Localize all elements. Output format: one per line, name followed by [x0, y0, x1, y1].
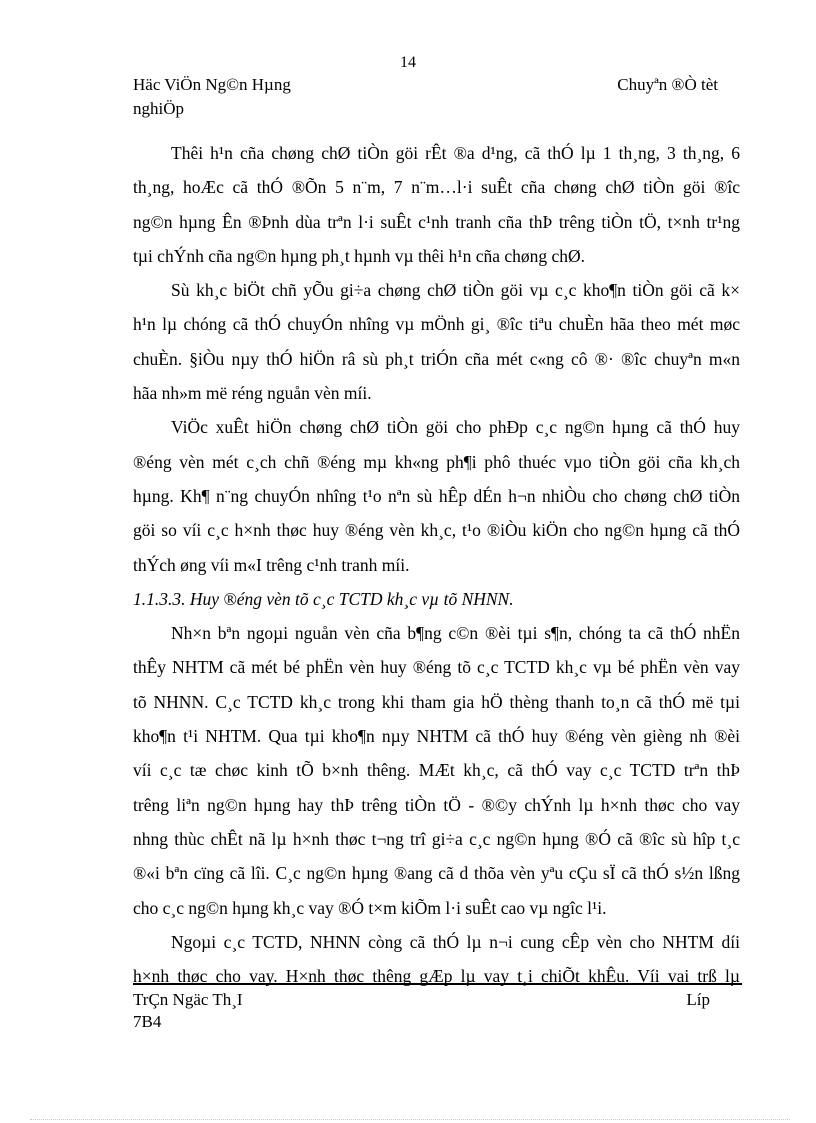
- text-line: chuÈn. §iÒu nµy thÓ hiÖn râ sù ph¸t triÓn cña mét c«ng cô ®· ®îc chuyªn m«n: [133, 348, 740, 369]
- paragraph-difference: [133, 273, 740, 410]
- text-line: tµi chÝnh cña ng©n hµng ph¸t hµnh vµ thêi h¹n cña chøng chØ.: [133, 245, 586, 266]
- footer-class-code: 7B4: [133, 1012, 162, 1031]
- page-number: 14: [400, 54, 416, 71]
- text-line: Thêi h¹n cña chøng chØ tiÒn göi rÊt ®a d¹ng, cã thÓ lµ 1 th¸ng, 3 th¸ng, 6: [171, 143, 740, 163]
- text-line: cho c¸c ng©n hµng kh¸c vay ®Ó t×m kiÕm l·i suÊt cao vµ ngîc l¹i.: [133, 897, 607, 918]
- paragraph-interbank: [133, 616, 740, 925]
- text-line: göi so víi c¸c h×nh thøc huy ®éng vèn kh¸c, t¹o ®iÒu kiÖn cho ng©n hµng cã thÓ: [133, 520, 740, 541]
- text-line: ViÖc xuÊt hiÖn chøng chØ tiÒn göi cho phÐp c¸c ng©n hµng cã thÓ huy: [171, 417, 740, 438]
- text-line: hµng. Kh¶ n¨ng chuyÓn nhîng t¹o nªn sù hÊp dÉn h¬n nhiÒu cho chøng chØ tiÒn: [133, 485, 740, 506]
- footer-author: TrÇn Ngäc Th¸I: [133, 990, 243, 1009]
- text-line: Ngoµi c¸c TCTD, NHNN còng cã thÓ lµ n¬i cung cÊp vèn cho NHTM díi: [171, 931, 740, 952]
- text-line: Nh×n bªn ngoµi nguån vèn cña b¶ng c©n ®èi tµi s¶n, chóng ta cã thÓ nhËn: [171, 623, 740, 644]
- footer-class-label: Líp: [686, 990, 710, 1009]
- text-line: ®«i bªn cïng cã lîi. C¸c ng©n hµng ®ang cã d thõa vèn yªu cÇu sÏ cã thÓ s½n lßng: [133, 863, 740, 884]
- document-body: [133, 136, 740, 993]
- text-line: h×nh thøc cho vay. H×nh thøc thêng gÆp lµ vay t¸i chiÕt khÊu. Víi vai trß lµ: [133, 966, 740, 987]
- text-line: víi c¸c tæ chøc kinh tÕ b×nh thêng. MÆt kh¸c, cã thÓ vay c¸c TCTD trªn thÞ: [133, 760, 740, 781]
- header-institution: Häc ViÖn Ng©n Hµng: [133, 75, 291, 94]
- header-topic: Chuyªn ®Ò tèt: [617, 75, 718, 94]
- text-line: hãa nh»m më réng nguån vèn míi.: [133, 383, 372, 404]
- footer-divider: [133, 983, 742, 985]
- text-line: kho¶n t¹i NHTM. Qua tµi kho¶n nµy NHTM cã thÓ huy ®éng vèn gièng nh ®èi: [133, 726, 740, 747]
- paragraph-term-of-certificate: [133, 136, 740, 273]
- page-edge-divider: [30, 1119, 790, 1120]
- paragraph-emergence: [133, 410, 740, 581]
- text-line: nhng thùc chÊt nã lµ h×nh thøc t¬ng trî gi÷a c¸c ng©n hµng ®Ó cã ®îc sù hîp t¸c: [133, 828, 740, 849]
- text-line: tõ NHNN. C¸c TCTD kh¸c trong khi tham gia hÖ thèng thanh to¸n cã thÓ më tµi: [133, 691, 740, 712]
- text-line: ®éng vèn mét c¸ch chñ ®éng mµ kh«ng ph¶i phô thuéc vµo tiÒn göi cña kh¸ch: [133, 451, 740, 472]
- text-line: ng©n hµng Ên ®Þnh dùa trªn l·i suÊt c¹nh tranh cña thÞ trêng tiÒn tÖ, t×nh tr¹ng: [133, 211, 740, 232]
- text-line: thÝch øng víi m«I trêng c¹nh tranh míi.: [133, 554, 410, 575]
- text-line: Sù kh¸c biÖt chñ yÕu gi÷a chøng chØ tiÒn göi vµ c¸c kho¶n tiÒn göi cã k×: [171, 280, 740, 301]
- header-institution-continued: nghiÖp: [133, 99, 184, 118]
- text-line: h¹n lµ chóng cã thÓ chuyÓn nhîng vµ mÖnh gi¸ ®îc tiªu chuÈn hãa theo mét møc: [133, 314, 740, 335]
- text-line: trêng liªn ng©n hµng hay thÞ trêng tiÒn tÖ - ®©y chÝnh lµ h×nh thøc cho vay: [133, 794, 740, 815]
- text-line: th¸ng, hoÆc cã thÓ ®Õn 5 n¨m, 7 n¨m…l·i suÊt cña chøng chØ tiÒn göi ®îc: [133, 177, 740, 198]
- section-heading: 1.1.3.3. Huy ®éng vèn tõ c¸c TCTD kh¸c vµ tõ NHNN.: [133, 588, 514, 609]
- text-line: thÊy NHTM cã mét bé phËn vèn huy ®éng tõ c¸c TCTD kh¸c vµ bé phËn vèn vay: [133, 657, 740, 678]
